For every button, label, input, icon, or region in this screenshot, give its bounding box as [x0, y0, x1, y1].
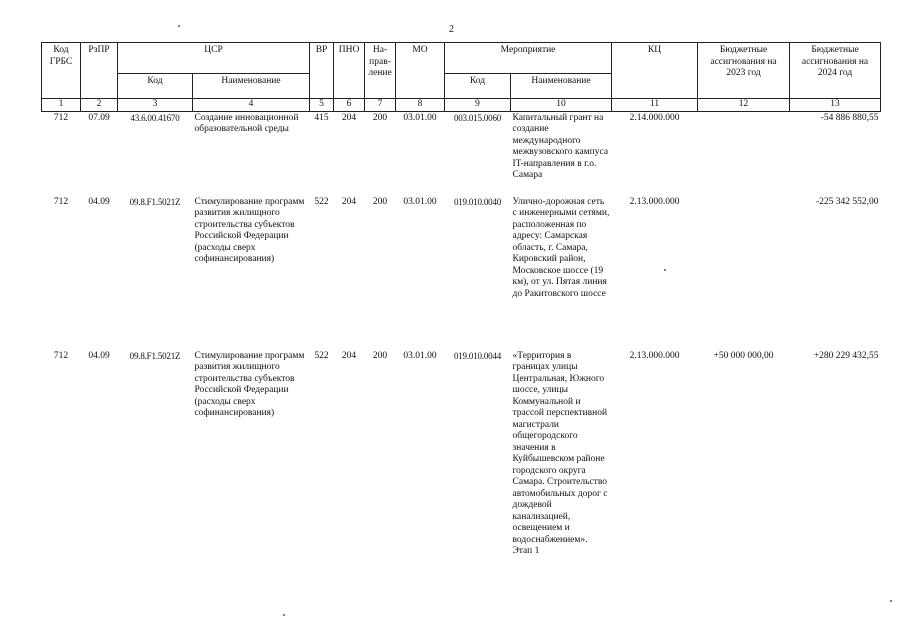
cell-grbs: 712: [53, 196, 69, 207]
budget-table: [41, 42, 881, 558]
column-number: 10: [511, 99, 612, 112]
cell-mer-kod: 019.010.0044: [453, 350, 502, 361]
column-number: 8: [396, 99, 445, 112]
header-kc: КЦ: [612, 43, 698, 99]
scan-speck: [178, 25, 180, 27]
cell-mo: 03.01.00: [403, 112, 437, 123]
cell-grbs: 712: [53, 112, 69, 123]
cell-budget-2024: +280 229 432,55: [813, 350, 879, 361]
header-csr: ЦСР: [118, 43, 310, 74]
column-number: 11: [612, 99, 698, 112]
column-number: 2: [81, 99, 118, 112]
header-csr-name: Наименование: [193, 74, 310, 99]
header-csr-kod: Код: [118, 74, 193, 99]
cell-csr-kod: 09.8.F1.5021Z: [129, 350, 181, 361]
cell-csr-kod: 43.6.00.41670: [130, 112, 180, 123]
table-row: [42, 111, 881, 197]
header-mer-kod: Код: [445, 74, 511, 99]
cell-kc: 2.13.000.000: [629, 350, 680, 361]
cell-mo: 03.01.00: [403, 350, 437, 361]
header-mer-name: Наименование: [511, 74, 612, 99]
cell-mer-kod: 019.010.0040: [453, 196, 502, 207]
cell-budget-2024: -54 886 880,55: [820, 112, 879, 123]
column-number: 6: [334, 99, 365, 112]
header-pno: ПНО: [334, 43, 365, 99]
cell-grbs: 712: [53, 350, 69, 361]
cell-budget-2023: [698, 197, 790, 343]
header-mo: МО: [396, 43, 445, 99]
column-number: 5: [310, 99, 334, 112]
column-number: 12: [698, 99, 790, 112]
scan-speck: [890, 600, 892, 602]
cell-vr: 415: [314, 112, 329, 123]
header-vr: ВР: [310, 43, 334, 99]
header-napravlenie: На-прав-ление: [365, 43, 396, 99]
cell-mer-name: Капитальный грант на создание международного межвузовского кампуса IT-направления в г.о. Самара: [512, 112, 609, 180]
cell-mer-name: «Территория в границах улицы Центральная, Южного шоссе, улицы Коммунальной и трассой перспективной магистрали общегородского значения в Куйбышевском районе городского округа Самара. Строительство автомобильных дорог с дождевой канализацией, освещением и водоснабжением». Этап 1: [512, 350, 608, 556]
cell-vr: 522: [314, 350, 329, 361]
column-number: 9: [445, 99, 511, 112]
header-budget-2023: Бюджетные ассигнования на 2023 год: [698, 43, 790, 99]
cell-budget-2023: [698, 111, 790, 197]
cell-csr-kod: 09.8.F1.5021Z: [129, 196, 181, 207]
table-row: [42, 343, 881, 558]
column-number: 7: [365, 99, 396, 112]
column-number: 4: [193, 99, 310, 112]
header-meropriyatie: Мероприятие: [445, 43, 612, 74]
header-rzpr: РзПР: [81, 43, 118, 99]
cell-rzpr: 04.09: [88, 350, 110, 361]
cell-csr-name: Стимулирование программ развития жилищного строительства субъектов Российской Федерации (расходы сверх софинансирования): [194, 196, 305, 264]
cell-mo: 03.01.00: [403, 196, 437, 207]
header-row-top: [42, 43, 881, 74]
cell-mer-name: Улично-дорожная сеть с инженерными сетями, расположенная по адресу: Самарская область, г. Самара, Кировский район, Московское шоссе (19 км), от ул. Пятая линия до Ракитовского шоссе: [512, 196, 610, 299]
column-number: 13: [790, 99, 881, 112]
cell-napr: 200: [372, 112, 388, 123]
scan-speck: [664, 269, 666, 271]
scan-speck: [283, 614, 285, 616]
cell-budget-2023: +50 000 000,00: [713, 350, 774, 361]
cell-kc: 2.13.000.000: [629, 196, 680, 207]
column-number: 1: [42, 99, 81, 112]
cell-rzpr: 07.09: [88, 112, 110, 123]
cell-csr-name: Стимулирование программ развития жилищного строительства субъектов Российской Федерации (расходы сверх софинансирования): [194, 350, 305, 418]
cell-rzpr: 04.09: [88, 196, 110, 207]
table-row: [42, 197, 881, 343]
column-number: 3: [118, 99, 193, 112]
cell-napr: 200: [372, 196, 388, 207]
header-budget-2024: Бюджетные ассигнования на 2024 год: [790, 43, 881, 99]
cell-kc: 2.14.000.000: [629, 112, 680, 123]
cell-napr: 200: [372, 350, 388, 361]
cell-pno: 204: [341, 196, 357, 207]
header-kod-grbs: Код ГРБС: [42, 43, 81, 99]
cell-csr-name: Создание инновационной образовательной среды: [194, 112, 299, 134]
cell-budget-2024: -225 342 552,00: [815, 196, 879, 207]
cell-pno: 204: [341, 350, 357, 361]
cell-vr: 522: [314, 196, 329, 207]
cell-mer-kod: 003.015.0060: [453, 112, 502, 123]
cell-pno: 204: [341, 112, 357, 123]
page-number: 2: [449, 24, 454, 35]
column-number-row: [42, 99, 881, 112]
